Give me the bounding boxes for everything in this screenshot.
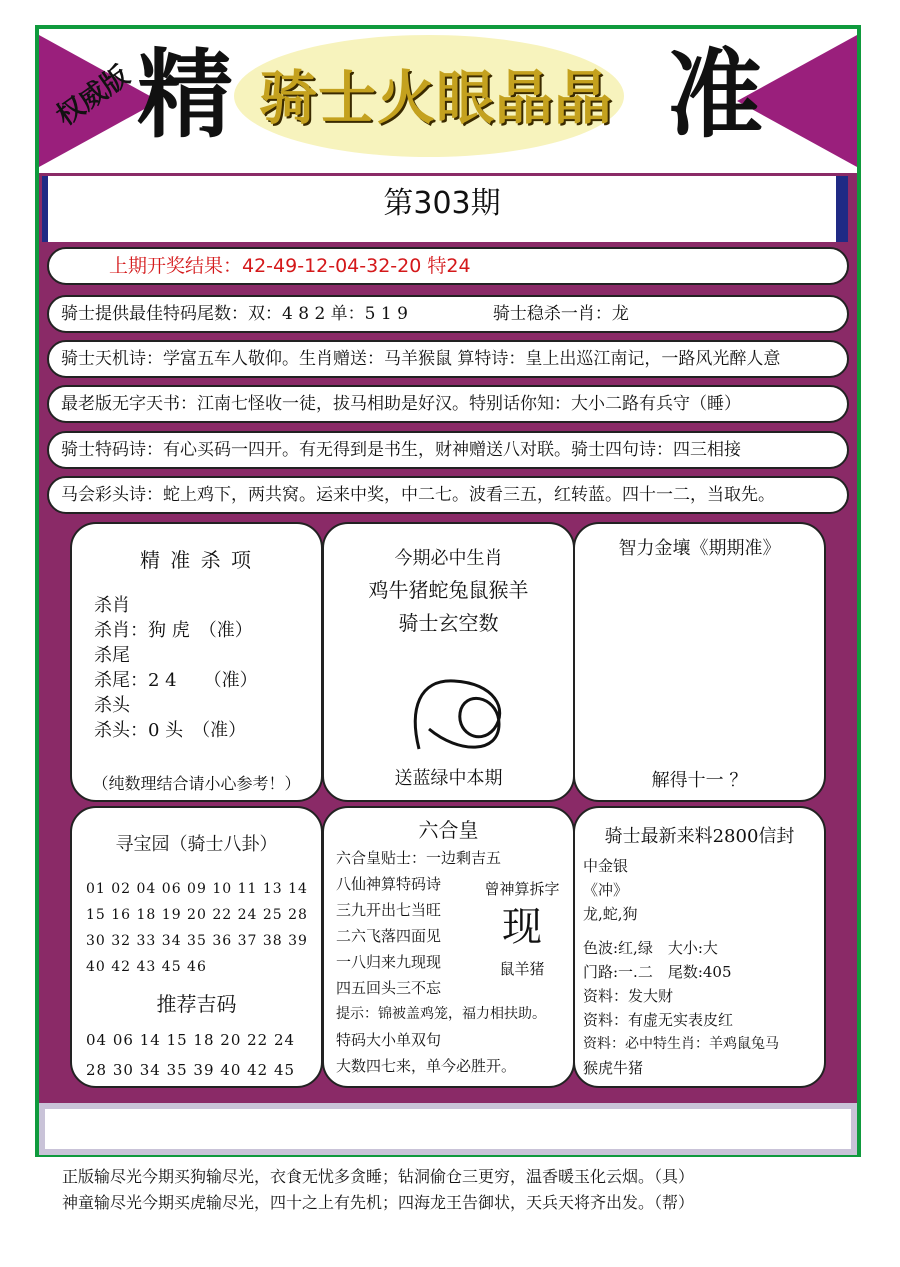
chaizi-title: 曾神算拆字 <box>484 880 560 898</box>
treasure-numbers-line: 40 42 43 45 46 <box>86 959 207 975</box>
kill-line: 杀尾：2 4 （准） <box>94 670 258 691</box>
liuhe-line: 特码大小单双句 <box>336 1031 442 1049</box>
kill-line: 杀尾 <box>94 645 130 666</box>
kill-line: 杀肖：狗 虎 （准） <box>94 620 253 641</box>
liuhe-line: 六合皇贴士：一边剩吉五 <box>336 849 502 867</box>
latest-line: 资料：必中特生肖：羊鸡鼠兔马 <box>583 1036 779 1052</box>
left-big-char: 精 <box>137 38 233 151</box>
info-row: 马会彩头诗：蛇上鸡下，两共窝。运来中奖，中二七。波看三五，红转蓝。四十一二，当取先。 <box>47 476 849 514</box>
latest-line: 门路:一.二 尾数:405 <box>583 963 732 981</box>
liuhe-line: 一八归来九现现 <box>336 953 442 971</box>
latest-panel <box>573 806 826 1088</box>
latest-line: 猴虎牛猪 <box>583 1059 644 1077</box>
liuhe-line: 八仙神算特码诗 <box>336 875 442 893</box>
latest-line: 中金银 <box>583 857 629 875</box>
liuhe-line: 二六飞落四面见 <box>336 927 442 945</box>
treasure-numbers-line: 15 16 18 19 20 22 24 25 28 <box>86 907 308 923</box>
must-zodiacs: 鸡牛猪蛇兔鼠猴羊 <box>368 578 529 602</box>
liuhe-line: 四五回头三不忘 <box>336 979 442 997</box>
kill-line: 杀肖 <box>94 595 130 616</box>
wisdom-footer: 解得十一 ？ <box>651 770 748 791</box>
latest-line: 《冲》 <box>583 881 629 899</box>
liuhe-title: 六合皇 <box>418 818 479 842</box>
last-result-row: 上期开奖结果：42-49-12-04-32-20 特24 <box>47 247 849 285</box>
must-title: 今期必中生肖 <box>394 548 503 569</box>
squiggle-drawing-icon <box>399 669 519 759</box>
recommend-title: 推荐吉码 <box>156 992 237 1016</box>
latest-line: 资料：有虚无实表皮红 <box>583 1011 734 1029</box>
recommend-numbers-line: 28 30 34 35 39 40 42 45 <box>86 1061 296 1079</box>
poster-title: 骑士火眼晶晶 <box>259 64 614 132</box>
wisdom-title: 智力金壤《期期准》 <box>618 538 781 559</box>
latest-line: 色波:红,绿 大小:大 <box>583 939 718 957</box>
info-row: 骑士提供最佳特码尾数：双：4 8 2 单：5 1 9 骑士稳杀一肖：龙 <box>47 295 849 333</box>
chaizi-footer: 鼠羊猪 <box>499 960 545 978</box>
bottom-bar-inner <box>45 1109 851 1149</box>
right-big-char: 准 <box>667 38 763 151</box>
treasure-panel <box>70 806 323 1088</box>
footer-line: 神童输尽光今期买虎输尽光，四十之上有先机；四海龙王告御状，天兵天将齐出发。（帮） <box>62 1193 695 1212</box>
kill-note: （纯数理结合请小心参考！） <box>92 774 301 793</box>
issue-number: 第303期 <box>48 176 848 242</box>
treasure-numbers-line: 30 32 33 34 35 36 37 38 39 <box>86 933 308 949</box>
liuhe-line: 提示：锦被盖鸡笼，福力相扶助。 <box>336 1006 546 1022</box>
badge-text: 权威版 <box>51 60 136 133</box>
poster-header <box>39 29 857 173</box>
chaizi-char: 现 <box>502 904 542 950</box>
info-row: 骑士特码诗：有心买码一四开。有无得到是书生，财神赠送八对联。骑士四句诗：四三相接 <box>47 431 849 469</box>
liuhe-line: 大数四七来，单今必胜开。 <box>336 1057 517 1075</box>
info-row: 最老版无字天书：江南七怪收一徒，拔马相助是好汉。特别话你知：大小二路有兵守（睡） <box>47 385 849 423</box>
kill-line: 杀头 <box>94 695 130 716</box>
liuhe-panel <box>322 806 575 1088</box>
must-footer: 送蓝绿中本期 <box>394 768 503 789</box>
liuhe-line: 三九开出七当旺 <box>336 901 442 919</box>
kill-line: 杀头：0 头 （准） <box>94 720 247 741</box>
treasure-title: 寻宝园（骑士八卦） <box>115 834 278 855</box>
latest-line: 资料：发大财 <box>583 987 674 1005</box>
wisdom-panel <box>573 522 826 802</box>
latest-line: 龙,蛇,狗 <box>583 905 638 923</box>
recommend-numbers-line: 04 06 14 15 18 20 22 24 <box>86 1031 296 1049</box>
footer-line: 正版输尽光今期买狗输尽光，衣食无忧多贪睡；钻洞偷仓三更穷，温香暖玉化云烟。（具） <box>62 1167 695 1186</box>
kill-panel <box>70 522 323 802</box>
latest-title: 骑士最新来料2800信封 <box>604 826 795 847</box>
must-subtitle: 骑士玄空数 <box>398 611 499 635</box>
must-panel <box>322 522 575 802</box>
kill-title: 精 准 杀 项 <box>139 548 254 572</box>
treasure-numbers-line: 01 02 04 06 09 10 11 13 14 <box>86 881 308 897</box>
info-row: 骑士天机诗：学富五车人敬仰。生肖赠送：马羊猴鼠 算特诗：皇上出巡江南记，一路风光醉人意 <box>47 340 849 378</box>
